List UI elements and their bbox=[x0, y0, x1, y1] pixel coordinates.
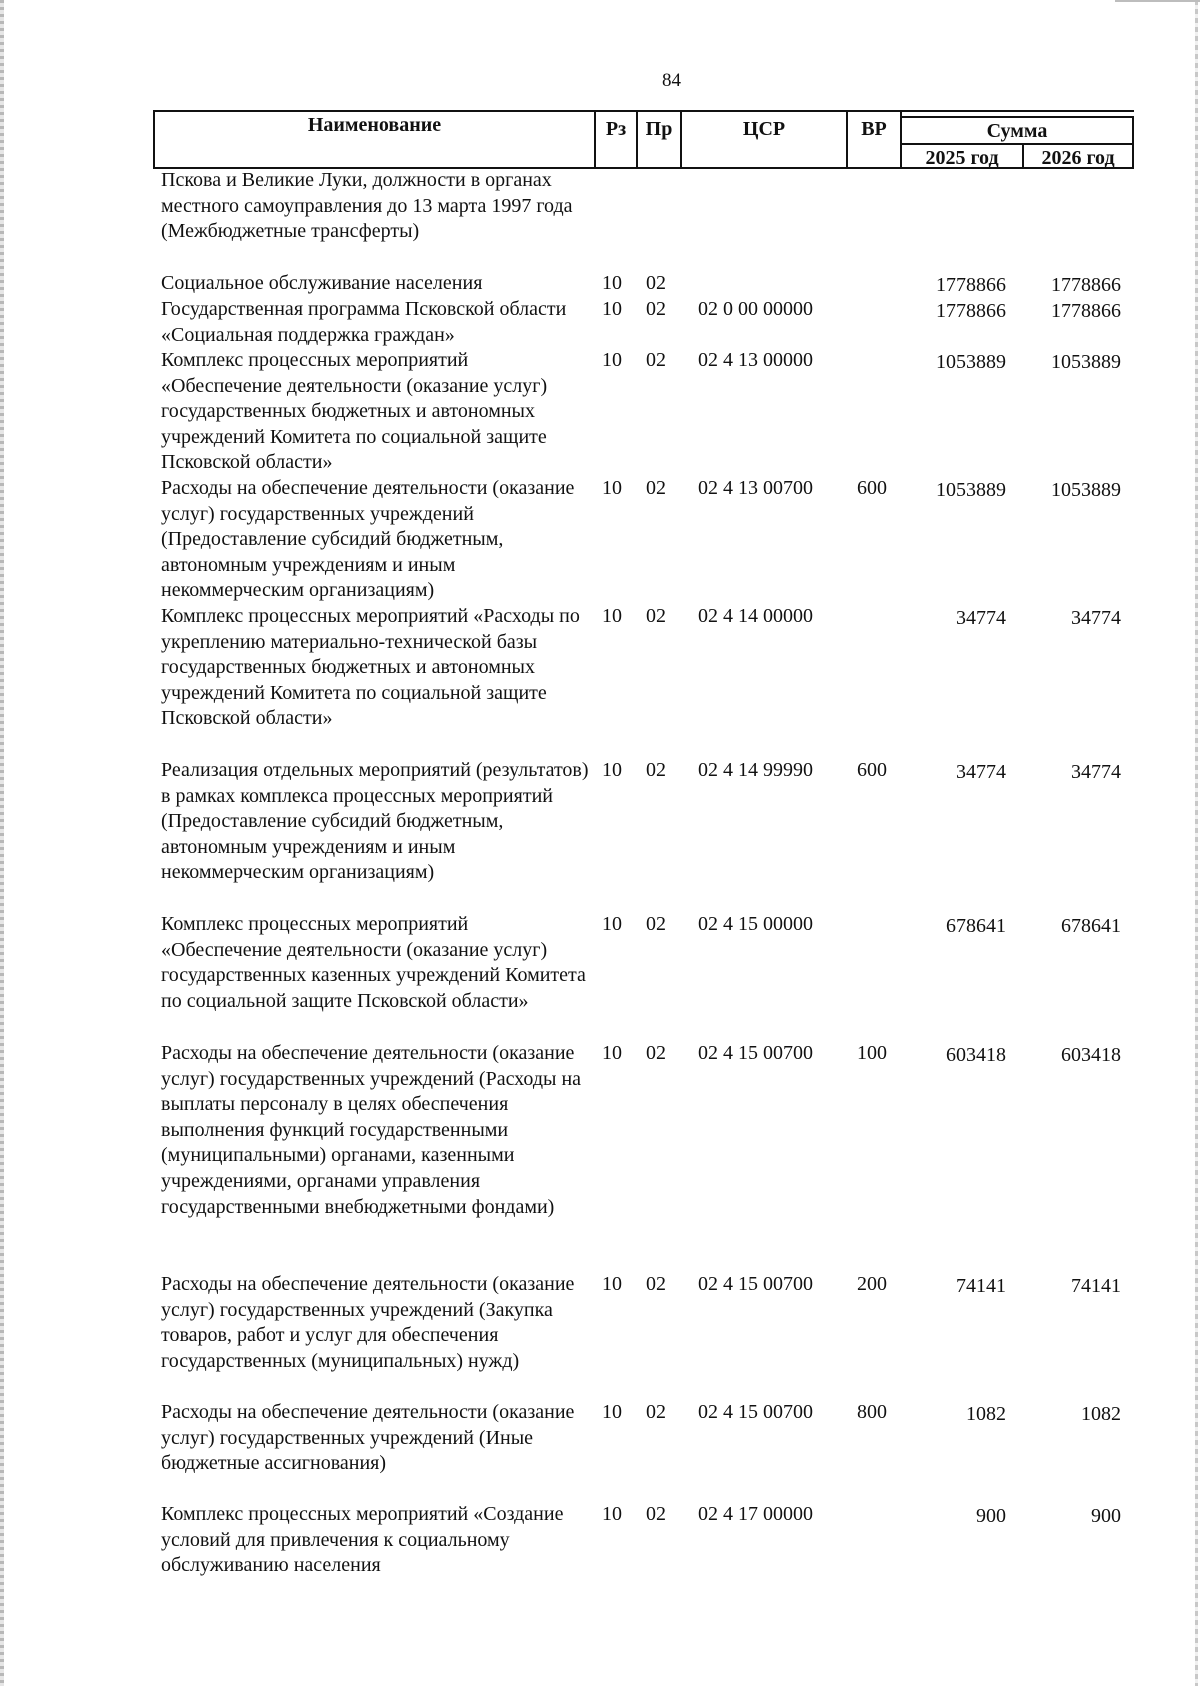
header-year-2026: 2026 год bbox=[1041, 147, 1115, 169]
row-csr: 02 4 14 99990 bbox=[698, 759, 813, 781]
row-vr: 800 bbox=[857, 1401, 887, 1423]
row-csr: 02 4 15 00700 bbox=[698, 1273, 813, 1295]
row-amount-2026: 1778866 bbox=[1051, 274, 1121, 296]
row-amount-2026: 603418 bbox=[1061, 1044, 1121, 1066]
row-rz: 10 bbox=[602, 298, 622, 320]
row-amount-2026: 900 bbox=[1091, 1505, 1121, 1527]
row-pr: 02 bbox=[646, 1503, 666, 1525]
header-year-2025: 2025 год bbox=[925, 147, 999, 169]
row-pr: 02 bbox=[646, 349, 666, 371]
row-pr: 02 bbox=[646, 1273, 666, 1295]
header-pr: Пр bbox=[645, 118, 673, 140]
header-csr: ЦСР bbox=[742, 118, 786, 140]
row-name: Социальное обслуживание населения bbox=[161, 272, 483, 294]
row-amount-2025: 900 bbox=[976, 1505, 1006, 1527]
header-sum: Сумма bbox=[986, 120, 1048, 142]
row-name: Государственная программа Псковской области «Социальная поддержка граждан» bbox=[161, 298, 567, 346]
row-amount-2025: 34774 bbox=[956, 607, 1006, 629]
header-name: Наименование bbox=[307, 114, 442, 136]
row-csr: 02 4 15 00000 bbox=[698, 913, 813, 935]
row-csr: 02 4 13 00000 bbox=[698, 349, 813, 371]
row-pr: 02 bbox=[646, 913, 666, 935]
row-amount-2025: 34774 bbox=[956, 761, 1006, 783]
row-amount-2026: 1053889 bbox=[1051, 351, 1121, 373]
row-rz: 10 bbox=[602, 913, 622, 935]
row-rz: 10 bbox=[602, 1273, 622, 1295]
row-rz: 10 bbox=[602, 272, 622, 294]
page-number: 84 bbox=[662, 70, 681, 91]
row-name: Расходы на обеспечение деятельности (оказание услуг) государственных учреждений (Расходы на выплаты персоналу в целях обеспечения выполнения функций государственными (муниципальными) органами, казенными учреждениями, органами управления государственными внебюджетными фондами) bbox=[161, 1042, 582, 1218]
row-pr: 02 bbox=[646, 298, 666, 320]
row-name: Реализация отдельных мероприятий (результатов) в рамках комплекса процессных мероприятий (Предоставление субсидий бюджетным, автономным учреждениям и иным некоммерческим организациям) bbox=[161, 759, 589, 884]
row-rz: 10 bbox=[602, 759, 622, 781]
row-csr: 02 4 17 00000 bbox=[698, 1503, 813, 1525]
row-amount-2025: 678641 bbox=[946, 915, 1006, 937]
row-name: Комплекс процессных мероприятий «Обеспечение деятельности (оказание услуг) государственных бюджетных и автономных учреждений Комитета по социальной защите Псковской области» bbox=[161, 349, 548, 474]
row-pr: 02 bbox=[646, 1401, 666, 1423]
row-name: Расходы на обеспечение деятельности (оказание услуг) государственных учреждений (Закупка товаров, работ и услуг для обеспечения государственных (муниципальных) нужд) bbox=[161, 1273, 575, 1372]
row-amount-2025: 1778866 bbox=[936, 300, 1006, 322]
row-pr: 02 bbox=[646, 272, 666, 294]
row-vr: 200 bbox=[857, 1273, 887, 1295]
row-amount-2026: 34774 bbox=[1071, 761, 1121, 783]
row-amount-2026: 1082 bbox=[1081, 1403, 1121, 1425]
row-csr: 02 4 15 00700 bbox=[698, 1401, 813, 1423]
row-vr: 600 bbox=[857, 477, 887, 499]
row-amount-2025: 74141 bbox=[956, 1275, 1006, 1297]
row-amount-2025: 1053889 bbox=[936, 351, 1006, 373]
row-name: Расходы на обеспечение деятельности (оказание услуг) государственных учреждений (Иные бюджетные ассигнования) bbox=[161, 1401, 575, 1475]
row-amount-2025: 1053889 bbox=[936, 479, 1006, 501]
row-rz: 10 bbox=[602, 1042, 622, 1064]
row-vr: 100 bbox=[857, 1042, 887, 1064]
row-vr: 600 bbox=[857, 759, 887, 781]
row-amount-2026: 678641 bbox=[1061, 915, 1121, 937]
header-rz: Рз bbox=[605, 118, 627, 140]
row-rz: 10 bbox=[602, 1503, 622, 1525]
row-name: Комплекс процессных мероприятий «Обеспечение деятельности (оказание услуг) государственных казенных учреждений Комитета по социальной защите Псковской области» bbox=[161, 913, 586, 1012]
row-rz: 10 bbox=[602, 349, 622, 371]
header-vr: ВР bbox=[861, 118, 887, 140]
row-csr: 02 4 15 00700 bbox=[698, 1042, 813, 1064]
row-rz: 10 bbox=[602, 1401, 622, 1423]
row-amount-2025: 1082 bbox=[966, 1403, 1006, 1425]
row-csr: 02 4 14 00000 bbox=[698, 605, 813, 627]
row-pr: 02 bbox=[646, 477, 666, 499]
row-amount-2026: 34774 bbox=[1071, 607, 1121, 629]
row-csr: 02 4 13 00700 bbox=[698, 477, 813, 499]
row-rz: 10 bbox=[602, 605, 622, 627]
row-name: Расходы на обеспечение деятельности (оказание услуг) государственных учреждений (Предоставление субсидий бюджетным, автономным учреждениям и иным некоммерческим организациям) bbox=[161, 477, 575, 602]
row-name: Комплекс процессных мероприятий «Расходы по укреплению материально-технической базы государственных бюджетных и автономных учреждений Комитета по социальной защите Псковской области» bbox=[161, 605, 580, 730]
row-amount-2025: 603418 bbox=[946, 1044, 1006, 1066]
row-amount-2026: 1778866 bbox=[1051, 300, 1121, 322]
row-amount-2026: 1053889 bbox=[1051, 479, 1121, 501]
row-pr: 02 bbox=[646, 1042, 666, 1064]
row-pr: 02 bbox=[646, 605, 666, 627]
row-amount-2026: 74141 bbox=[1071, 1275, 1121, 1297]
row-name: Комплекс процессных мероприятий «Создание условий для привлечения к социальному обслуживанию населения bbox=[161, 1503, 564, 1577]
row-rz: 10 bbox=[602, 477, 622, 499]
row-csr: 02 0 00 00000 bbox=[698, 298, 813, 320]
row-amount-2025: 1778866 bbox=[936, 274, 1006, 296]
row-pr: 02 bbox=[646, 759, 666, 781]
row-name: Пскова и Великие Луки, должности в органах местного самоуправления до 13 марта 1997 года (Межбюджетные трансферты) bbox=[161, 169, 573, 243]
